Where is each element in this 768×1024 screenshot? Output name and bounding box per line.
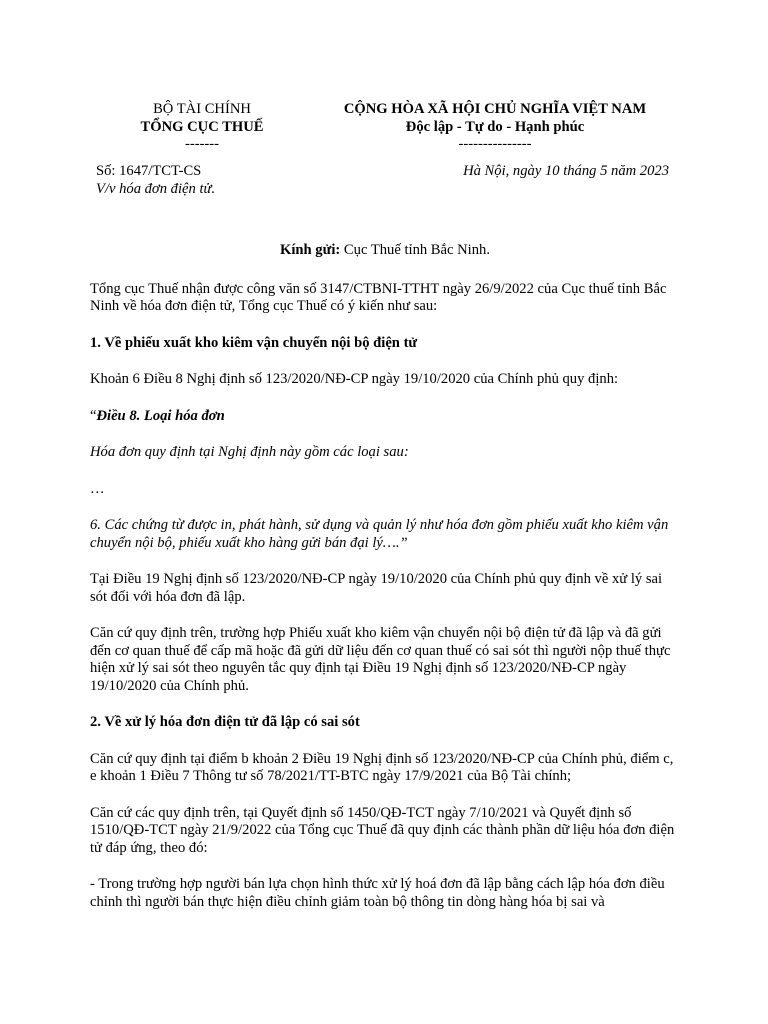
bullet-paragraph-1: - Trong trường hợp người bán lựa chọn hình thức xử lý hoá đơn đã lập bằng cách lập hóa đơn điều chỉnh thì người bán thực hiện điều chỉnh giảm toàn bộ thông tin dòng hàng hóa bị sai và [90, 876, 665, 910]
document-number: Số: 1647/TCT-CS [96, 163, 202, 179]
article-8-item-6: 6. Các chứng từ được in, phát hành, sử dụng và quản lý như hóa đơn gồm phiếu xuất kho kiêm vận chuyển nội bộ, phiếu xuất kho hàng gửi bán đại lý….” [90, 517, 669, 551]
article-8-title [90, 408, 680, 426]
document-reference [96, 163, 215, 198]
national-header [320, 101, 670, 154]
salutation-label: Kính gửi: [280, 242, 341, 258]
basis-paragraph-2: Căn cứ quy định tại điểm b khoản 2 Điều 19 Nghị định số 123/2020/NĐ-CP của Chính phủ, điểm c, e khoản 1 Điều 7 Thông tư số 78/2021/TT-BTC ngày 17/9/2021 của Bộ Tài chính; [90, 750, 674, 784]
basis-paragraph-3: Căn cứ các quy định trên, tại Quyết định số 1450/QĐ-TCT ngày 7/10/2021 và Quyết định số 1510/QĐ-TCT ngày 21/9/2022 của Tổng cục Thuế đã quy định các thành phần dữ liệu hóa đơn điện tử đáp ứng, theo đó: [90, 804, 675, 856]
left-rule: ------- [184, 136, 220, 152]
document-date: Hà Nội, ngày 10 tháng 5 năm 2023 [463, 163, 669, 179]
salutation [90, 242, 680, 260]
department-name: TỔNG CỤC THUẾ [140, 118, 264, 135]
article-8-intro: Hóa đơn quy định tại Nghị định này gồm các loại sau: [90, 444, 409, 460]
right-rule: --------------- [458, 136, 532, 152]
ministry-name: BỘ TÀI CHÍNH [153, 101, 251, 117]
section-2-heading: 2. Về xử lý hóa đơn điện tử đã lập có sai sót [90, 714, 360, 730]
article-title-text: Điều 8. Loại hóa đơn [96, 407, 225, 424]
ellipsis-line: … [90, 480, 105, 497]
basis-paragraph-1: Căn cứ quy định trên, trường hợp Phiếu xuất kho kiêm vận chuyển nội bộ điện tử đã lập và đã gửi đến cơ quan thuế để cấp mã hoặc đã gửi dữ liệu đến cơ quan thuế có sai sót thì người nộp thuế thực hiện xử lý sai sót theo nguyên tắc quy định tại Điều 19 Nghị định số 123/2020/NĐ-CP ngày 19/10/2020 của Chính phủ. [90, 625, 671, 694]
dieu-19-paragraph: Tại Điều 19 Nghị định số 123/2020/NĐ-CP ngày 19/10/2020 của Chính phủ quy định về xử lý sai sót đối với hóa đơn đã lập. [90, 571, 663, 605]
khoan-6-paragraph: Khoản 6 Điều 8 Nghị định số 123/2020/NĐ-CP ngày 19/10/2020 của Chính phủ quy định: [90, 371, 619, 387]
document-subject: V/v hóa đơn điện tử. [96, 180, 216, 197]
intro-paragraph: Tổng cục Thuế nhận được công văn số 3147/CTBNI-TTHT ngày 26/9/2022 của Cục thuế tỉnh Bắc Ninh về hóa đơn điện tử, Tổng cục Thuế có ý kiến như sau: [90, 280, 667, 314]
country-name: CỘNG HÒA XÃ HỘI CHỦ NGHĨA VIỆT NAM [343, 101, 647, 117]
national-motto: Độc lập - Tự do - Hạnh phúc [405, 118, 585, 135]
document-body [90, 242, 680, 930]
section-1-heading: 1. Về phiếu xuất kho kiêm vận chuyển nội bộ điện tử [90, 334, 418, 351]
quote-mark: “ [90, 407, 97, 424]
issuer-header [96, 101, 308, 154]
salutation-recipient: Cục Thuế tỉnh Bắc Ninh. [340, 242, 490, 258]
